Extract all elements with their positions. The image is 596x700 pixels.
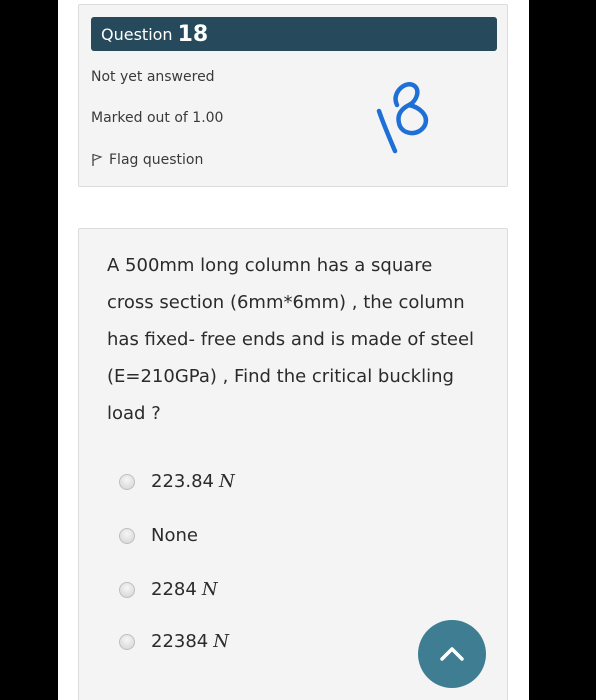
handwritten-annotation bbox=[373, 75, 453, 165]
question-line: cross section (6mm*6mm) , the column bbox=[107, 292, 465, 313]
answer-option-2[interactable] bbox=[119, 525, 203, 546]
question-label: Question bbox=[101, 24, 173, 44]
radio-button[interactable] bbox=[119, 634, 135, 650]
flag-question-label: Flag question bbox=[109, 152, 204, 168]
question-marks: Marked out of 1.00 bbox=[91, 110, 224, 126]
radio-button[interactable] bbox=[119, 528, 135, 544]
answer-value: None bbox=[151, 525, 198, 546]
scroll-to-top-button[interactable] bbox=[418, 620, 486, 688]
flag-icon bbox=[91, 153, 103, 167]
question-header bbox=[91, 17, 497, 51]
answer-option-3[interactable] bbox=[119, 579, 218, 600]
answer-unit: N bbox=[213, 631, 230, 652]
radio-button[interactable] bbox=[119, 582, 135, 598]
answer-unit: N bbox=[218, 471, 235, 492]
question-text bbox=[107, 247, 487, 432]
question-line: A 500mm long column has a square bbox=[107, 255, 433, 276]
answer-unit: N bbox=[201, 579, 218, 600]
question-line: load ? bbox=[107, 403, 161, 424]
question-state: Not yet answered bbox=[91, 69, 215, 85]
radio-button[interactable] bbox=[119, 474, 135, 490]
question-number: 18 bbox=[177, 21, 209, 47]
question-info-card bbox=[78, 4, 508, 187]
chevron-up-icon bbox=[438, 645, 466, 663]
answer-value: 223.84 bbox=[151, 471, 214, 492]
answer-value: 22384 bbox=[151, 631, 209, 652]
answer-value: 2284 bbox=[151, 579, 197, 600]
question-line: (E=210GPa) , Find the critical buckling bbox=[107, 366, 454, 387]
quiz-page bbox=[58, 0, 529, 700]
answer-option-1[interactable] bbox=[119, 471, 235, 492]
flag-question-link[interactable] bbox=[91, 152, 203, 168]
answer-option-4[interactable] bbox=[119, 631, 229, 652]
question-line: has fixed- free ends and is made of steel bbox=[107, 329, 475, 350]
